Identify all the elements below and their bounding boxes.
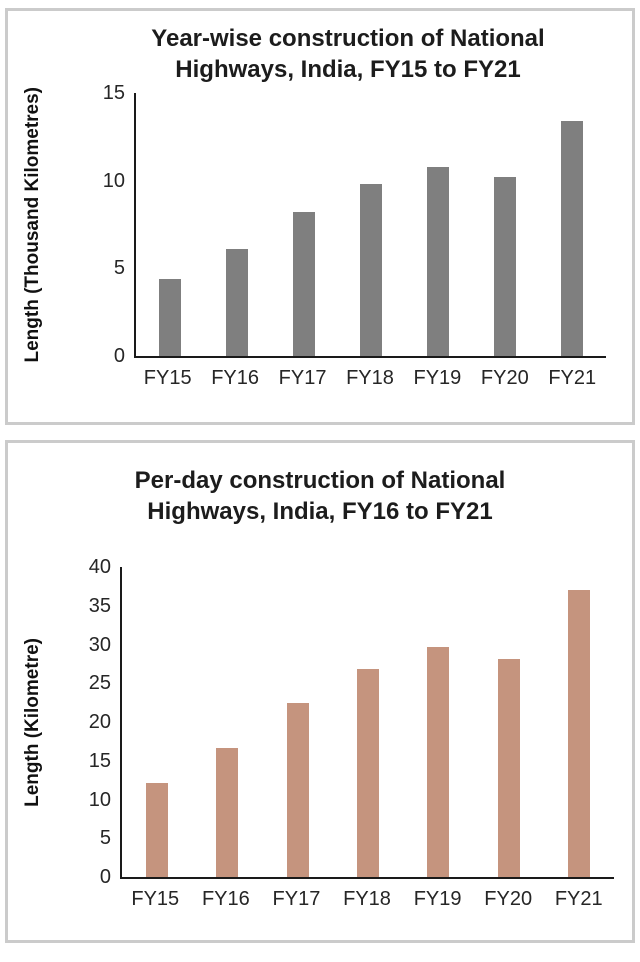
bar-slot xyxy=(539,93,606,356)
x-tick-label: FY17 xyxy=(272,888,321,910)
bar-slot xyxy=(192,567,262,877)
plot-column xyxy=(134,93,606,390)
y-tick-label: 5 xyxy=(99,827,111,850)
chart-area-perday xyxy=(8,556,632,911)
chart-area-yearwise xyxy=(8,82,632,390)
bar-slot xyxy=(337,93,404,356)
x-tick-label: FY15 xyxy=(143,367,192,389)
y-tick-label: 30 xyxy=(88,633,111,656)
bar-slot xyxy=(270,93,337,356)
y-tick-label: 20 xyxy=(88,711,111,733)
bar-slot xyxy=(122,567,192,877)
y-axis-title-container xyxy=(8,86,58,363)
bar-slot xyxy=(263,567,333,877)
y-axis-tick-labels xyxy=(58,82,134,367)
chart-title-yearwise: Year-wise construction of National Highways, India, FY15 to FY21 xyxy=(151,25,545,83)
chart-panel-yearwise-construction xyxy=(5,8,635,425)
x-tick-label: FY19 xyxy=(413,367,462,389)
bar-slot xyxy=(403,567,473,877)
y-axis-title-container xyxy=(8,567,58,877)
x-tick-label: FY18 xyxy=(343,888,391,910)
bar-fy20 xyxy=(498,659,520,877)
bar-fy16 xyxy=(226,249,248,356)
plot-column xyxy=(120,567,614,911)
bar-fy21 xyxy=(561,121,583,356)
bar-slot xyxy=(473,567,543,877)
bar-fy18 xyxy=(357,669,379,877)
bar-fy16 xyxy=(216,748,238,877)
bar-fy20 xyxy=(494,177,516,356)
bar-fy15 xyxy=(159,279,181,356)
y-tick-label: 10 xyxy=(88,788,111,811)
y-tick-label: 5 xyxy=(113,257,125,280)
y-tick-label: 25 xyxy=(88,672,111,695)
plot-area xyxy=(120,567,614,879)
x-tick-label: FY20 xyxy=(480,367,529,389)
x-axis-tick-labels xyxy=(134,367,606,390)
bar-fy17 xyxy=(287,703,309,877)
bar-fy19 xyxy=(427,647,449,877)
chart-panel-perday-construction xyxy=(5,440,635,943)
y-tick-label: 35 xyxy=(88,594,111,617)
x-tick-label: FY17 xyxy=(278,367,327,389)
x-tick-label: FY18 xyxy=(346,367,394,389)
x-tick-label: FY16 xyxy=(211,367,260,389)
y-tick-label: 40 xyxy=(88,556,111,578)
y-tick-label: 10 xyxy=(102,169,125,192)
bar-slot xyxy=(405,93,472,356)
bar-slot xyxy=(136,93,203,356)
x-tick-label: FY21 xyxy=(548,367,597,389)
bar-slot xyxy=(333,567,403,877)
bar-slot xyxy=(544,567,614,877)
plot-area xyxy=(134,93,606,358)
x-tick-label: FY21 xyxy=(554,888,603,910)
x-tick-label: FY16 xyxy=(201,888,250,910)
bar-fy18 xyxy=(360,184,382,356)
x-axis-tick-labels xyxy=(120,888,614,911)
bar-fy19 xyxy=(427,167,449,356)
x-tick-label: FY15 xyxy=(131,888,180,910)
bar-fy17 xyxy=(293,212,315,356)
y-tick-label: 0 xyxy=(99,866,111,888)
y-axis-title: Length (Thousand Kilometres) xyxy=(22,86,43,363)
y-tick-label: 0 xyxy=(113,345,125,367)
y-axis-tick-labels xyxy=(58,556,120,888)
bar-fy21 xyxy=(568,590,590,877)
bar-slot xyxy=(203,93,270,356)
x-tick-label: FY19 xyxy=(413,888,462,910)
y-tick-label: 15 xyxy=(88,749,111,772)
bar-fy15 xyxy=(146,783,168,877)
x-tick-label: FY20 xyxy=(484,888,533,910)
y-tick-label: 15 xyxy=(102,82,125,104)
bar-slot xyxy=(472,93,539,356)
chart-title-perday: Per-day construction of National Highways, India, FY16 to FY21 xyxy=(134,467,506,525)
y-axis-title: Length (Kilometre) xyxy=(22,637,43,807)
